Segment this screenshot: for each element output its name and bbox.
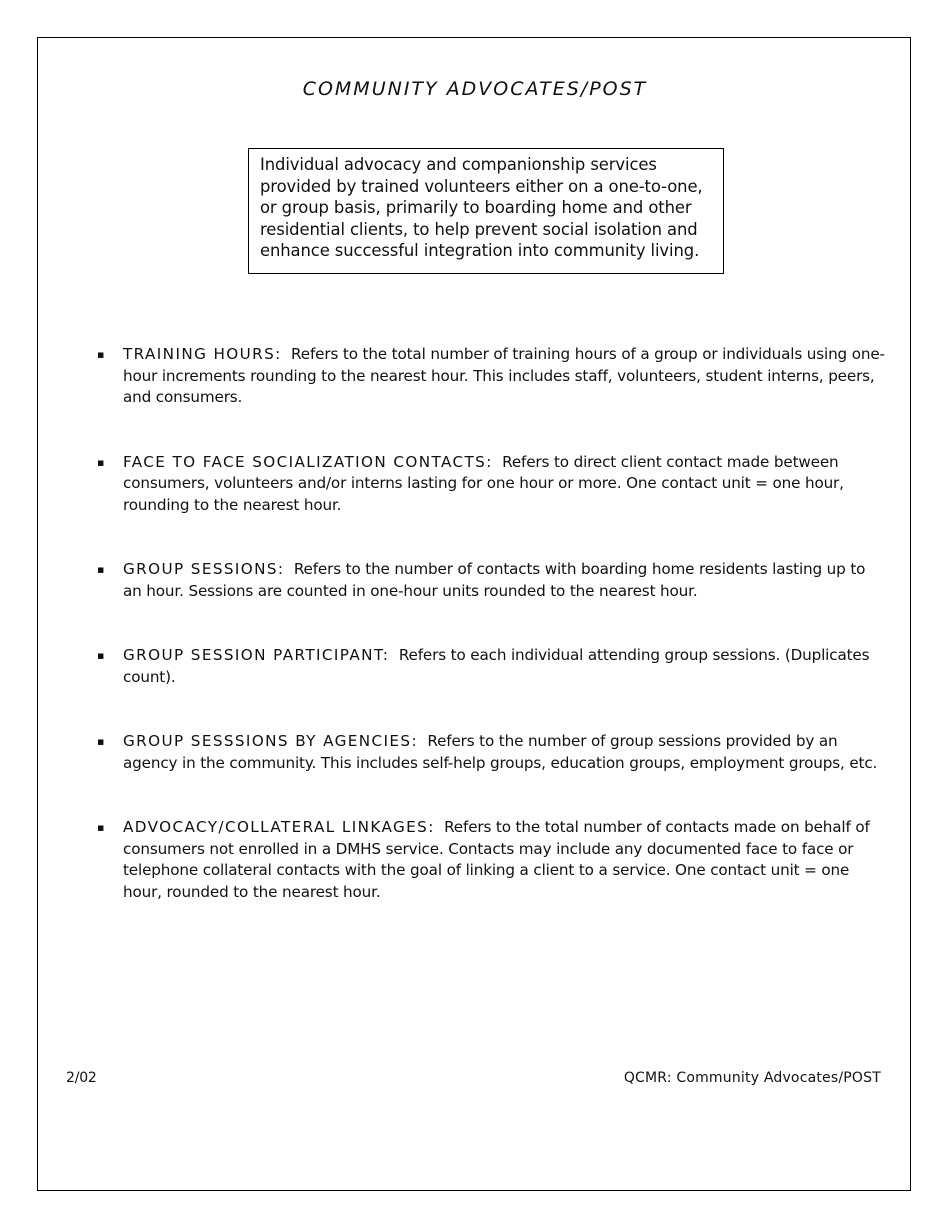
definition-text: Refers to the total number of contacts made on behalf of consumers not enrolled in a DMHS service. Contacts may include any documented face to face or telephone collateral contacts with the goal of linking a client to a service. One contact unit = one hour, rounded to the nearest hour.	[123, 818, 870, 901]
definition-term: GROUP SESSSIONS BY AGENCIES:	[123, 732, 418, 750]
definition-term: TRAINING HOURS:	[123, 345, 282, 363]
definition-term: ADVOCACY/COLLATERAL LINKAGES:	[123, 818, 435, 836]
definition-item-training-hours	[95, 344, 887, 409]
square-bullet-icon: ▪	[97, 649, 105, 662]
square-bullet-icon: ▪	[97, 348, 105, 361]
footer-label: QCMR: Community Advocates/POST	[623, 1070, 881, 1086]
definition-item-group-sessions-by-agencies	[95, 731, 887, 774]
definition-item-group-session-participant	[95, 645, 887, 688]
service-description-box: Individual advocacy and companionship services provided by trained volunteers either on a one-to-one, or group basis, primarily to boarding home and other residential clients, to help prevent social isolation and enhance successful integration into community living.	[248, 148, 724, 274]
definition-text: Refers to the number of contacts with boarding home residents lasting up to an hour. Sessions are counted in one-hour units rounded to the nearest hour.	[123, 560, 866, 600]
definition-item-advocacy-collateral-linkages	[95, 817, 887, 903]
definition-term: GROUP SESSION PARTICIPANT:	[123, 646, 390, 664]
definition-term: FACE TO FACE SOCIALIZATION CONTACTS:	[123, 452, 493, 471]
definition-text: Refers to the total number of training hours of a group or individuals using one-hour increments rounding to the nearest hour. This includes staff, volunteers, student interns, peers, and consumers.	[123, 345, 885, 406]
definition-text: Refers to the number of group sessions provided by an agency in the community. This includes self-help groups, education groups, employment groups, etc.	[123, 732, 878, 772]
square-bullet-icon: ▪	[97, 735, 105, 748]
definitions-list	[95, 344, 887, 946]
square-bullet-icon: ▪	[97, 455, 105, 469]
definition-item-face-to-face-contacts	[95, 452, 887, 517]
definition-text: Refers to each individual attending group sessions. (Duplicates count).	[123, 646, 870, 686]
definition-term: GROUP SESSIONS:	[123, 560, 285, 578]
footer-date: 2/02	[66, 1070, 97, 1086]
square-bullet-icon: ▪	[97, 563, 105, 576]
page-title: COMMUNITY ADVOCATES/POST	[302, 78, 648, 100]
square-bullet-icon: ▪	[97, 821, 105, 834]
definition-item-group-sessions	[95, 559, 887, 602]
definition-text: Refers to direct client contact made between consumers, volunteers and/or interns lasting for one hour or more. One contact unit = one hour, rounding to the nearest hour.	[123, 452, 844, 514]
